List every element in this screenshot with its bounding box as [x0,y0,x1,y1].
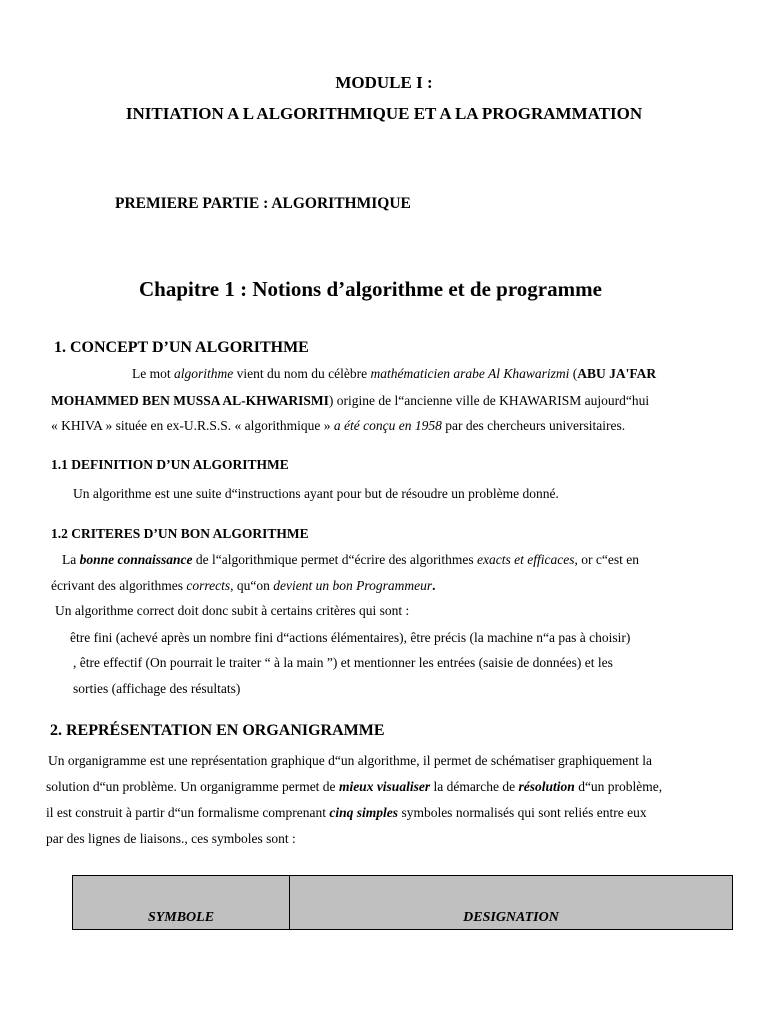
s1-line-3 [51,416,625,436]
text-run: Le mot [132,366,174,381]
text-run: de l“algorithmique permet d“écrire des algorithmes [192,552,478,567]
text-run: algorithme [174,366,234,381]
text-run: a été conçu en 1958 [333,418,442,433]
part-title: PREMIERE PARTIE : ALGORITHMIQUE [115,195,411,212]
section-1-title: 1. CONCEPT D’UN ALGORITHME [54,339,309,356]
s12-line-5: , être effectif (On pourrait le traiter “ à la main ”) et mentionner les entrées (saisie de données) et les [73,655,613,670]
text-run: corrects [186,578,231,593]
symbols-table [72,875,733,930]
text-run: vient du nom du célèbre [233,366,371,381]
header-designation: DESIGNATION [290,876,733,930]
text-run: « KHIVA » située en ex-U.R.S.S. « algorithmique » [51,418,334,433]
s12-line-6: sorties (affichage des résultats) [73,681,241,696]
text-run: mieux visualiser [338,779,431,794]
table-header-row [73,876,733,930]
text-run: , or c“est en [574,552,639,567]
s12-line-4: être fini (achevé après un nombre fini d“actions élémentaires), être précis (la machine n“a pas à choisir) [70,630,631,645]
text-run: exacts et efficaces [477,552,575,567]
text-run: ABU JA'FAR [577,366,657,381]
section-2-title: 2. REPRÉSENTATION EN ORGANIGRAMME [50,722,385,739]
module-title: MODULE I : [335,73,433,92]
s11-text: Un algorithme est une suite d“instructions ayant pour but de résoudre un problème donné. [73,486,559,501]
text-run: écrivant des algorithmes [51,578,187,593]
text-run: cinq simples [329,805,399,820]
s12-line-1 [62,550,639,570]
module-subtitle: INITIATION A L ALGORITHMIQUE ET A LA PROGRAMMATION [125,104,643,123]
text-run: par des chercheurs universitaires. [441,418,626,433]
text-run: mathématicien arabe Al Khawarizmi [370,366,570,381]
s1-line-1 [132,364,656,384]
text-run: bonne connaissance [79,552,193,567]
text-run: . [432,578,436,593]
s2-line-3 [46,803,647,823]
text-run: ( [569,366,578,381]
s12-line-3: Un algorithme correct doit donc subit à certains critères qui sont : [55,603,410,618]
s2-line-4: par des lignes de liaisons., ces symboles sont : [46,831,296,846]
text-run: devient un bon Programmeur [273,578,433,593]
s2-line-1: Un organigramme est une représentation graphique d“un algorithme, il permet de schématiser graphiquement la [48,753,653,768]
text-run: , qu“on [230,578,274,593]
s2-line-2 [46,777,662,797]
text-run: solution d“un problème. Un organigramme permet de [46,779,339,794]
text-run: d“un problème, [574,779,663,794]
text-run: résolution [518,779,575,794]
text-run: symboles normalisés qui sont reliés entre eux [398,805,647,820]
text-run: la démarche de [430,779,519,794]
header-symbole: SYMBOLE [73,876,290,930]
text-run: MOHAMMED BEN MUSSA AL-KHWARISMI [51,393,329,408]
section-1-1-title: 1.1 DEFINITION D’UN ALGORITHME [51,457,289,472]
text-run: il est construit à partir d“un formalisme comprenant [46,805,330,820]
section-1-2-title: 1.2 CRITERES D’UN BON ALGORITHME [51,526,309,541]
text-run: ) origine de l“ancienne ville de KHAWARISM aujourd“hui [328,393,650,408]
chapter-title: Chapitre 1 : Notions d’algorithme et de programme [139,277,602,301]
s1-line-2 [51,391,649,411]
s12-line-2 [51,576,435,596]
text-run: La [62,552,80,567]
